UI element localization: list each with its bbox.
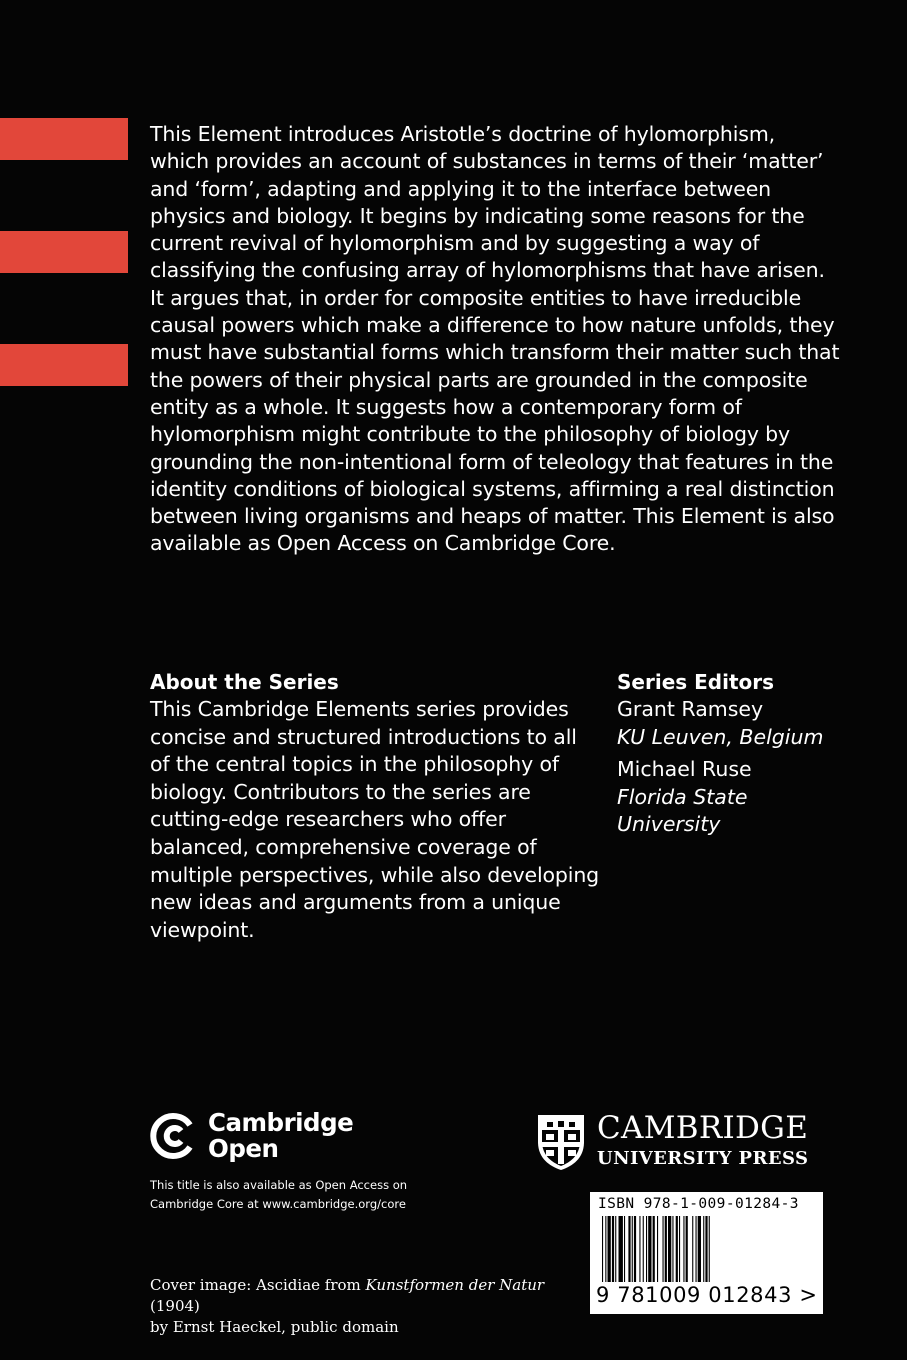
barcode-bar: [672, 1216, 673, 1282]
series-editors-heading: Series Editors: [617, 670, 775, 694]
editor-affiliation: KU Leuven, Belgium: [617, 724, 824, 749]
barcode-bar: [692, 1216, 693, 1282]
about-series-text: This Cambridge Elements series provides concise and structured introductions to all of the central topics in the philosophy of biology. Contributors to the series are cutting-edge researchers who offer balanced, comprehensive coverage of multiple perspectives, while also developing new ideas and arguments from a unique viewpoint.: [150, 697, 600, 942]
barcode-bar: [663, 1216, 664, 1282]
barcode-digits: 9 781009 012843 >: [596, 1283, 818, 1307]
barcode-bar: [703, 1216, 704, 1282]
barcode-bar: [657, 1216, 658, 1282]
barcode-bar: [605, 1216, 606, 1282]
barcode-bar: [668, 1216, 671, 1282]
cambridge-open-logo: [150, 1110, 450, 1170]
cover-credit-work: Kunstformen der Natur: [365, 1276, 545, 1294]
cambridge-university-press-logo: [535, 1110, 835, 1174]
university-shield-icon: [535, 1112, 587, 1172]
barcode-bar: [639, 1216, 640, 1282]
editor-entry: [617, 756, 897, 839]
barcode-bar: [632, 1216, 633, 1282]
barcode-bar: [628, 1216, 630, 1282]
barcode-bar: [709, 1216, 710, 1282]
barcode-bar: [619, 1216, 623, 1282]
barcode-bar: [646, 1216, 647, 1282]
cambridge-open-line1: Cambridge: [208, 1108, 354, 1137]
cambridge-open-line2: Open: [208, 1133, 279, 1163]
barcode-bar: [624, 1216, 625, 1282]
isbn-label: ISBN 978-1-009-01284-3: [598, 1196, 799, 1212]
barcode-bar: [696, 1216, 697, 1282]
decorative-red-bar-1: [0, 118, 128, 160]
barcode-bar: [608, 1216, 611, 1282]
book-description: This Element introduces Aristotle’s doctrine of hylomorphism, which provides an account of substances in terms of their ‘matter’ and ‘form’, adapting and applying it to the interface between physics and biology. It begins by indicating some reasons for the current revival of hylomorphism and by suggesting a way of classifying the confusing array of hylomorphisms that have arisen. It argues that, in order for composite entities to have irreducible causal powers which make a difference to how nature unfolds, they must have substantial forms which transform their matter such that the powers of their physical parts are grounded in the composite entity as a whole. It suggests how a contemporary form of hylomorphism might contribute to the philosophy of biology by grounding the non-intentional form of teleology that features in the identity conditions of biological systems, affirming a real distinction between living organisms and heaps of matter. This Element is also available as Open Access on Cambridge Core.: [150, 122, 840, 556]
barcode-bar: [653, 1216, 655, 1282]
barcode-bar: [698, 1216, 701, 1282]
cover-image-credit: [150, 1275, 570, 1338]
barcode-bar: [686, 1216, 688, 1282]
open-access-note: [150, 1176, 470, 1214]
editor-affiliation: Florida State University: [617, 784, 748, 837]
about-the-series: [150, 668, 600, 944]
cover-credit-line1: [150, 1275, 570, 1317]
barcode-bar: [676, 1216, 678, 1282]
barcode-bar: [683, 1216, 684, 1282]
editor-entry: [617, 696, 897, 751]
about-series-heading: About the Series: [150, 670, 339, 694]
barcode-bar: [705, 1216, 707, 1282]
cover-credit-prefix: Cover image: Ascidiae from: [150, 1276, 366, 1294]
barcode-bar: [679, 1216, 680, 1282]
editor-name: Grant Ramsey: [617, 697, 764, 721]
editor-name: Michael Ruse: [617, 757, 752, 782]
barcode-bar: [648, 1216, 651, 1282]
barcode-bar: [602, 1216, 603, 1282]
barcode-bar: [643, 1216, 644, 1282]
isbn-barcode: [590, 1192, 823, 1314]
open-access-note-line1: This title is also available as Open Access on: [150, 1178, 408, 1192]
series-editors: [617, 668, 897, 844]
barcode-bar: [612, 1216, 614, 1282]
barcode-bar: [615, 1216, 616, 1282]
cambridge-open-wordmark: [208, 1110, 353, 1161]
barcode-bars: [600, 1216, 815, 1282]
open-access-note-line2: Cambridge Core at www.cambridge.org/core: [150, 1197, 406, 1211]
cover-credit-suffix: (1904): [150, 1297, 200, 1315]
cover-credit-line2: by Ernst Haeckel, public domain: [150, 1318, 399, 1336]
barcode-bar: [634, 1216, 636, 1282]
barcode-bar: [665, 1216, 667, 1282]
cambridge-open-icon: [150, 1112, 198, 1160]
decorative-red-bar-2: [0, 231, 128, 273]
publisher-press: UNIVERSITY PRESS: [597, 1148, 809, 1169]
decorative-red-bar-3: [0, 344, 128, 386]
publisher-name: CAMBRIDGE: [597, 1110, 809, 1146]
